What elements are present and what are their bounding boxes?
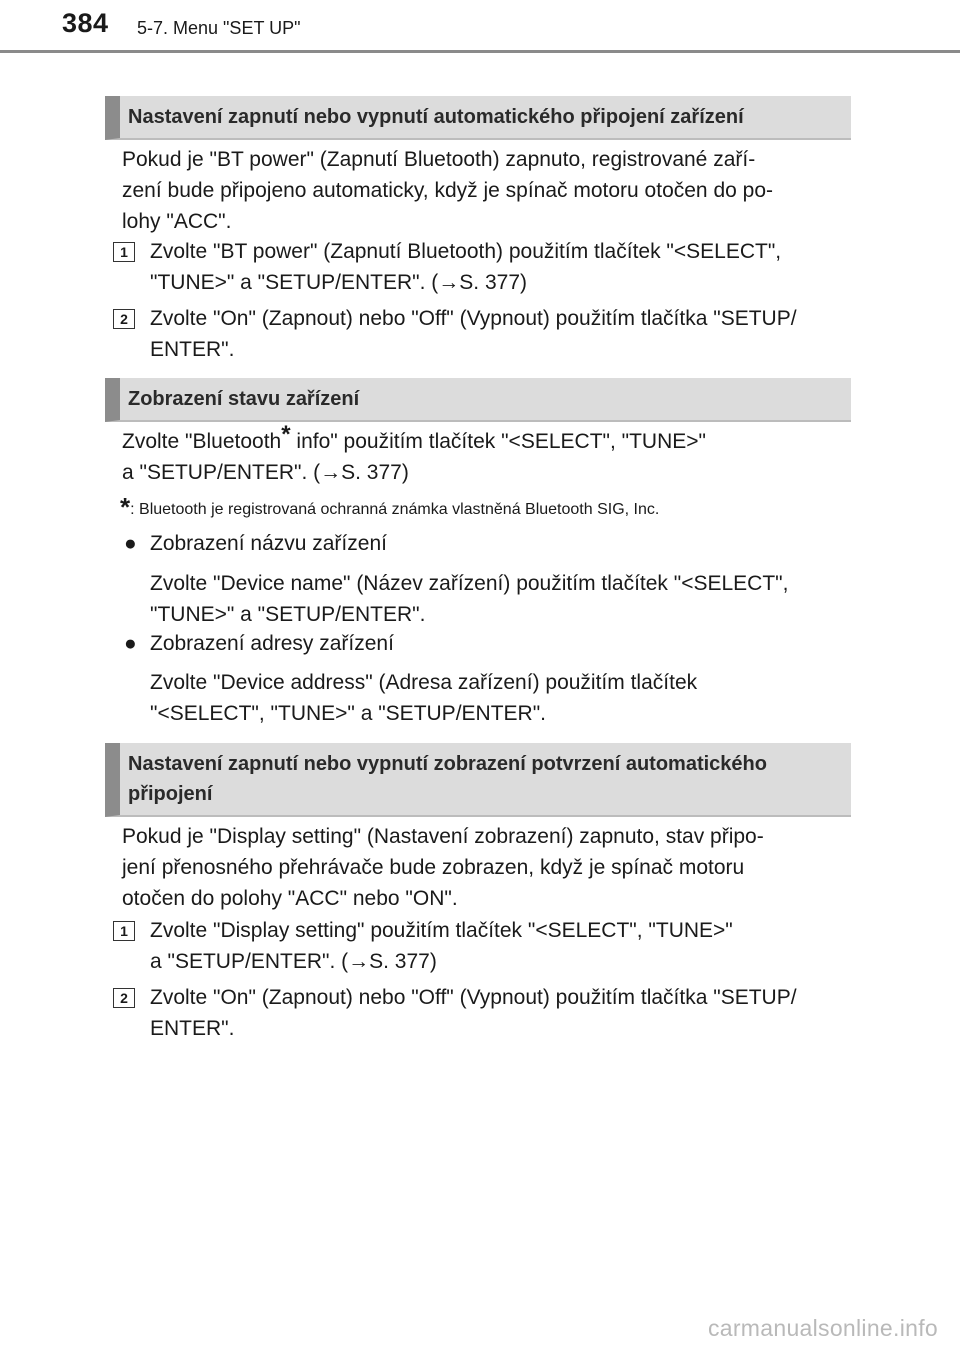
- section3-intro-line1: Pokud je "Display setting" (Nastavení zobrazení) zapnuto, stav připo-: [122, 825, 764, 848]
- bullet1-line2: "TUNE>" a "SETUP/ENTER".: [150, 603, 426, 626]
- section1-step2-text: [150, 303, 854, 365]
- step-badge-1: 1: [113, 242, 135, 262]
- footnote-text: : Bluetooth je registrovaná ochranná známka vlastněná Bluetooth SIG, Inc.: [130, 501, 660, 518]
- bullet1-body: [150, 568, 854, 630]
- section3-heading-line1: Nastavení zapnutí nebo vypnutí zobrazení potvrzení automatického: [128, 753, 767, 775]
- section1-intro-line2: zení bude připojeno automaticky, když je spínač motoru otočen do po-: [122, 179, 773, 202]
- section1-step2-line1: Zvolte "On" (Zapnout) nebo "Off" (Vypnout) použitím tlačítka "SETUP/: [150, 307, 797, 330]
- bullet-dot: ●: [124, 632, 137, 655]
- section3-step1-line1: Zvolte "Display setting" použitím tlačítek "<SELECT", "TUNE>": [150, 919, 733, 942]
- section2-intro-part-b: info" použitím tlačítek "<SELECT", "TUNE>": [290, 430, 706, 453]
- section3-heading-line2: připojení: [128, 783, 213, 805]
- section1-intro-line1: Pokud je "BT power" (Zapnutí Bluetooth) zapnuto, registrované zaří-: [122, 148, 756, 171]
- section3-intro-line2: jení přenosného přehrávače bude zobrazen, když je spínač motoru: [122, 856, 745, 879]
- section1-intro-line3: lohy "ACC".: [122, 210, 232, 233]
- bullet1-title: Zobrazení názvu zařízení: [150, 532, 387, 555]
- section-heading-device-status: Zobrazení stavu zařízení: [105, 378, 851, 422]
- section1-step1-text: [150, 236, 854, 298]
- section3-intro-line3: otočen do polohy "ACC" nebo "ON".: [122, 887, 458, 910]
- section2-intro-part-a: Zvolte "Bluetooth: [122, 430, 282, 453]
- step-badge-1: 1: [113, 921, 135, 941]
- watermark: carmanualsonline.info: [707, 1315, 938, 1341]
- section1-step1-line1: Zvolte "BT power" (Zapnutí Bluetooth) použitím tlačítek "<SELECT",: [150, 240, 782, 263]
- section2-intro-line2: a "SETUP/ENTER". (→S. 377): [122, 461, 409, 484]
- page-number: 384: [62, 8, 109, 38]
- section3-step2-line2: ENTER".: [150, 1017, 235, 1040]
- step-badge-2: 2: [113, 988, 135, 1008]
- section-heading-display-confirmation: [105, 743, 851, 817]
- section1-step1-line2: "TUNE>" a "SETUP/ENTER". (→S. 377): [150, 271, 527, 294]
- section2-intro-line1: [122, 421, 852, 457]
- footnote-asterisk: *: [120, 492, 131, 522]
- section1-intro: [122, 144, 852, 237]
- section3-intro: [122, 821, 852, 914]
- bullet2-body: [150, 667, 854, 729]
- section1-step2-line2: ENTER".: [150, 338, 235, 361]
- section3-step1-text: [150, 915, 854, 977]
- trademark-asterisk: *: [281, 421, 291, 448]
- section3-step2-line1: Zvolte "On" (Zapnout) nebo "Off" (Vypnout) použitím tlačítka "SETUP/: [150, 986, 797, 1009]
- bullet1-line1: Zvolte "Device name" (Název zařízení) použitím tlačítek "<SELECT",: [150, 572, 789, 595]
- header-rule: [0, 50, 960, 53]
- step-badge-2: 2: [113, 309, 135, 329]
- footnote: [120, 492, 860, 522]
- section3-step2-text: [150, 982, 854, 1044]
- chapter-title: 5-7. Menu "SET UP": [137, 18, 301, 38]
- bullet-dot: ●: [124, 532, 137, 555]
- bullet2-title: Zobrazení adresy zařízení: [150, 632, 394, 655]
- section-heading-auto-connect: Nastavení zapnutí nebo vypnutí automatického připojení zařízení: [105, 96, 851, 140]
- bullet2-line2: "<SELECT", "TUNE>" a "SETUP/ENTER".: [150, 702, 546, 725]
- bullet2-line1: Zvolte "Device address" (Adresa zařízení) použitím tlačítek: [150, 671, 698, 694]
- section2-intro: [122, 421, 852, 488]
- section3-step1-line2: a "SETUP/ENTER". (→S. 377): [150, 950, 437, 973]
